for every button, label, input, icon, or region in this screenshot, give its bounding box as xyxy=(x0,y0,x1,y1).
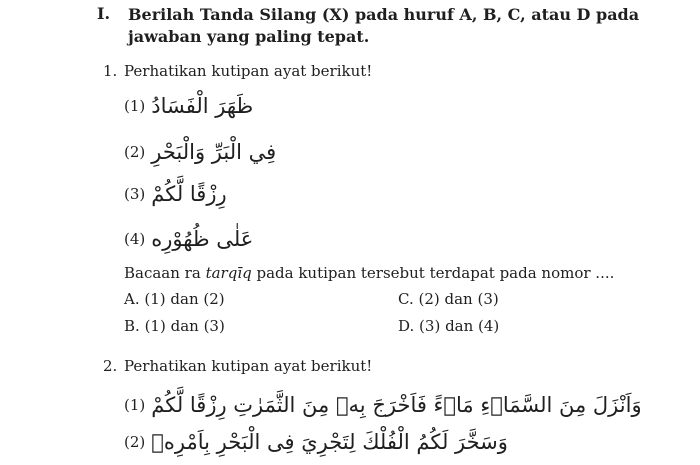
option-a[interactable] xyxy=(124,290,225,308)
item-label: (3) xyxy=(124,185,146,203)
arabic-verse: وَسَخَّرَ لَكُمُ الْفُلْكَ لِتَجْرِيَ فِى الْبَحْرِ بِاَمْرِهٖ xyxy=(151,430,508,454)
question-2-item-1 xyxy=(124,391,642,419)
stem-text-before: Bacaan ra xyxy=(124,264,206,282)
question-2-prompt: Perhatikan kutipan ayat berikut! xyxy=(124,357,373,375)
option-letter: A. xyxy=(124,290,140,308)
section-instruction: Berilah Tanda Silang (X) pada huruf A, B, C, atau D pada jawaban yang paling tepat. xyxy=(128,5,640,46)
question-1-item-1 xyxy=(124,92,253,120)
question-1-item-3 xyxy=(124,180,227,208)
option-text: (2) dan (3) xyxy=(418,290,499,308)
question-2-number: 2. xyxy=(103,357,118,375)
question-2-item-2 xyxy=(124,428,508,456)
option-b[interactable] xyxy=(124,317,225,335)
option-text: (3) dan (4) xyxy=(419,317,500,335)
arabic-verse: عَلٰى ظُهُوْرِه xyxy=(151,227,254,251)
item-label: (4) xyxy=(124,230,146,248)
arabic-verse: رِزْقًا لَّكُمْ xyxy=(151,182,227,206)
option-text: (1) dan (3) xyxy=(144,317,225,335)
option-text: (1) dan (2) xyxy=(144,290,225,308)
stem-term: tarqīq xyxy=(205,264,252,282)
arabic-verse: وَاَنْزَلَ مِنَ السَّمَاۤءِ مَاۤءً فَاَخْرَجَ بِهٖ مِنَ الثَّمَرٰتِ رِزْقًا لَّكُمْ xyxy=(151,393,642,417)
option-letter: B. xyxy=(124,317,140,335)
question-1-item-4 xyxy=(124,225,253,253)
question-1-item-2 xyxy=(124,138,276,166)
option-c[interactable] xyxy=(398,290,499,308)
item-label: (2) xyxy=(124,143,146,161)
question-1-prompt: Perhatikan kutipan ayat berikut! xyxy=(124,62,373,80)
question-1-stem xyxy=(124,264,614,282)
option-letter: C. xyxy=(398,290,414,308)
arabic-verse: فِي الْبَرِّ وَالْبَحْرِ xyxy=(151,140,277,164)
question-1-number: 1. xyxy=(103,62,118,80)
stem-text-after: pada kutipan tersebut terdapat pada nomor .... xyxy=(251,264,615,282)
option-letter: D. xyxy=(398,317,415,335)
arabic-verse: ظَهَرَ الْفَسَادُ xyxy=(151,94,254,118)
option-d[interactable] xyxy=(398,317,499,335)
item-label: (2) xyxy=(124,433,146,451)
item-label: (1) xyxy=(124,396,146,414)
section-number: I. xyxy=(97,4,111,23)
item-label: (1) xyxy=(124,97,146,115)
